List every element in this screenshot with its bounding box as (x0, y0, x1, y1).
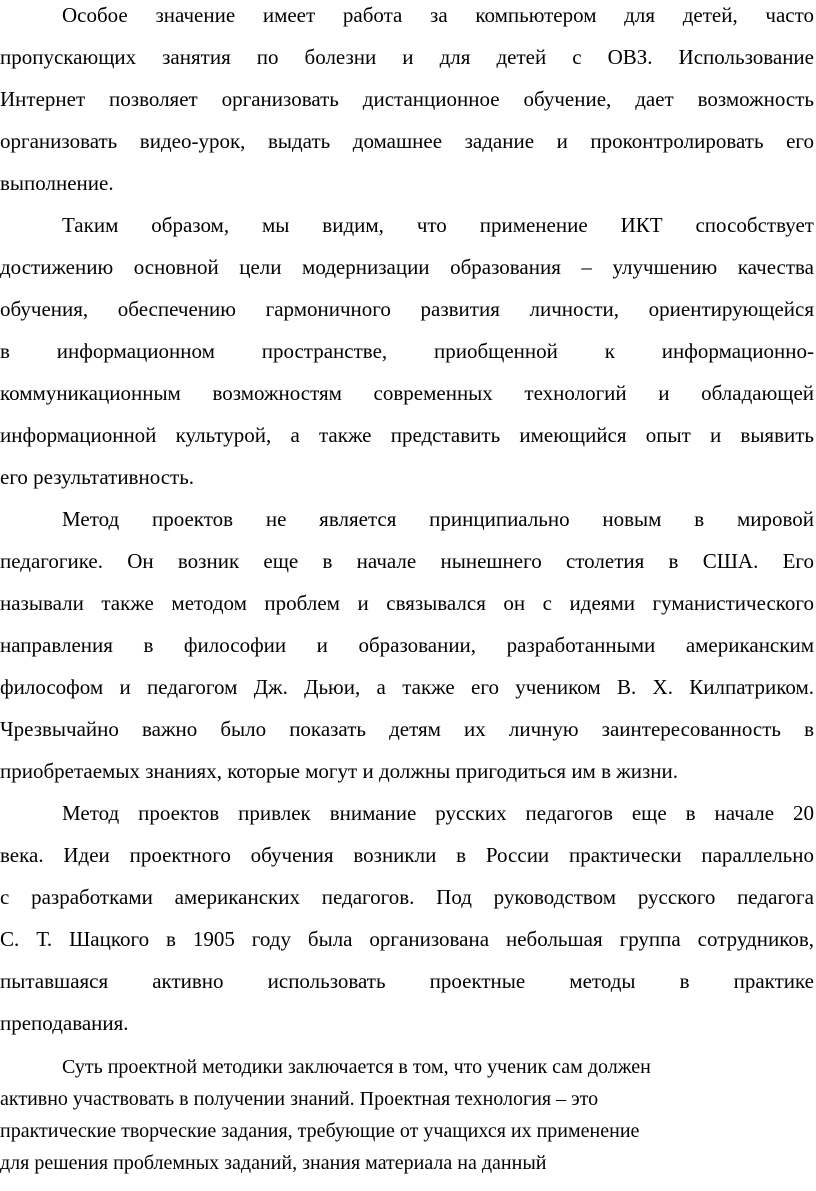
paragraph-line: Метод проектов привлек внимание русских педагогов еще в начале 20 (62, 801, 814, 825)
paragraph-line: с разработками американских педагогов. Под руководством русского педагога (0, 885, 814, 909)
paragraph-line: пропускающих занятия по болезни и для детей с ОВЗ. Использование (0, 45, 814, 69)
paragraph-line: философом и педагогом Дж. Дьюи, а также его учеником В. Х. Килпатриком. (0, 675, 814, 699)
paragraph-line: Интернет позволяет организовать дистанционное обучение, дает возможность (0, 87, 814, 111)
paragraph-line: информационной культурой, а также представить имеющийся опыт и выявить (0, 423, 814, 447)
paragraph-line: в информационном пространстве, приобщенной к информационно- (0, 339, 814, 363)
paragraph-line: его результативность. (0, 465, 195, 489)
paragraph-line: педагогике. Он возник еще в начале нынешнего столетия в США. Его (0, 549, 814, 573)
paragraph-line: Таким образом, мы видим, что применение ИКТ способствует (62, 213, 814, 237)
paragraph-line: выполнение. (0, 171, 114, 195)
paragraph-line: Метод проектов не является принципиально новым в мировой (62, 507, 814, 531)
paragraph-line: организовать видео-урок, выдать домашнее задание и проконтролировать его (0, 129, 814, 153)
paragraph-line: Суть проектной методики заключается в том, что ученик сам должен (62, 1056, 651, 1078)
paragraph-line: Чрезвычайно важно было показать детям их личную заинтересованность в (0, 717, 814, 741)
paragraph-line: для решения проблемных заданий, знания материала на данный (0, 1152, 547, 1174)
paragraph-line: Особое значение имеет работа за компьютером для детей, часто (62, 3, 814, 27)
paragraph-line: С. Т. Шацкого в 1905 году была организована небольшая группа сотрудников, (0, 927, 814, 951)
paragraph-line: активно участвовать в получении знаний. Проектная технология – это (0, 1088, 599, 1110)
paragraph-line: века. Идеи проектного обучения возникли в России практически параллельно (0, 843, 814, 867)
paragraph-line: преподавания. (0, 1011, 129, 1035)
paragraph-line: практические творческие задания, требующие от учащихся их применение (0, 1120, 640, 1142)
paragraph-line: достижению основной цели модернизации образования – улучшению качества (0, 255, 814, 279)
paragraph-line: называли также методом проблем и связывался он с идеями гуманистического (0, 591, 814, 615)
paragraph-line: коммуникационным возможностям современных технологий и обладающей (0, 381, 814, 405)
paragraph-line: обучения, обеспечению гармоничного развития личности, ориентирующейся (0, 297, 814, 321)
paragraph-line: приобретаемых знаниях, которые могут и должны пригодиться им в жизни. (0, 759, 679, 783)
paragraph-line: направления в философии и образовании, разработанными американским (0, 633, 814, 657)
paragraph-line: пытавшаяся активно использовать проектные методы в практике (0, 969, 814, 993)
